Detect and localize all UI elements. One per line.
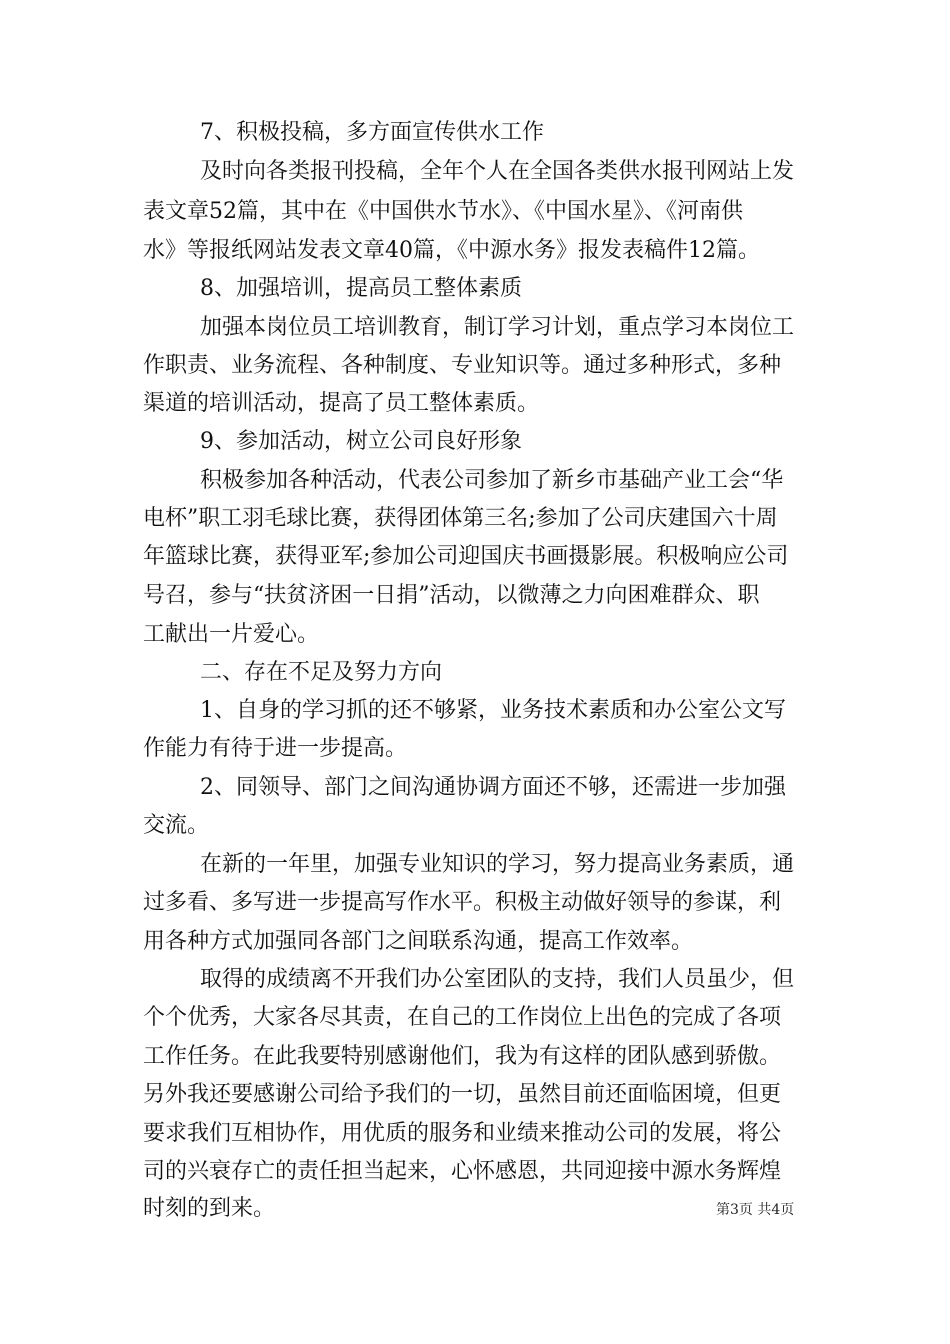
paragraph-line: 要求我们互相协作，用优质的服务和业绩来推动公司的发展，将公 [143,1121,782,1146]
heading-9: 9、参加活动，树立公司良好形象 [200,429,522,454]
paragraph-line: 另外我还要感谢公司给予我们的一切，虽然目前还面临困境，但更 [143,1082,782,1107]
paragraph-line: 取得的成绩离不开我们办公室团队的支持，我们人员虽少，但 [200,967,795,992]
paragraph-line: 时刻的到来。 [143,1196,276,1221]
paragraph-line: 年篮球比赛，获得亚军;参加公司迎国庆书画摄影展。积极响应公司 [143,544,789,569]
paragraph-line: 交流。 [143,813,210,838]
paragraph-line: 作职责、业务流程、各种制度、专业知识等。通过多种形式，多种 [143,353,782,378]
paragraph-line: 工献出一片爱心。 [143,622,320,647]
paragraph-line: 及时向各类报刊投稿，全年个人在全国各类供水报刊网站上发 [200,159,795,184]
page-number-footer: 第3页 共4页 [716,1202,795,1218]
section-heading-2: 二、存在不足及努力方向 [200,660,443,685]
paragraph-line: 作能力有待于进一步提高。 [143,736,408,761]
paragraph-line: 表文章52篇，其中在《中国供水节水》、《中国水星》、《河南供 [143,199,743,224]
paragraph-line: 司的兴衰存亡的责任担当起来，心怀感恩，共同迎接中源水务辉煌 [143,1159,782,1184]
paragraph-line: 水》等报纸网站发表文章40篇，《中源水务》报发表稿件12篇。 [143,238,760,263]
paragraph-line: 个个优秀，大家各尽其责，在自己的工作岗位上出色的完成了各项 [143,1005,782,1030]
paragraph-line: 在新的一年里，加强专业知识的学习，努力提高业务素质，通 [200,852,795,877]
paragraph-line: 工作任务。在此我要特别感谢他们，我为有这样的团队感到骄傲。 [143,1044,782,1069]
paragraph-line: 渠道的培训活动，提高了员工整体素质。 [143,391,540,416]
paragraph-line: 1、自身的学习抓的还不够紧，业务技术素质和办公室公文写 [200,698,786,723]
paragraph-line: 2、同领导、部门之间沟通协调方面还不够，还需进一步加强 [200,775,786,800]
paragraph-line: 过多看、多写进一步提高写作水平。积极主动做好领导的参谋，利 [143,890,782,915]
paragraph-line: 加强本岗位员工培训教育，制订学习计划，重点学习本岗位工 [200,315,795,340]
heading-7: 7、积极投稿，多方面宣传供水工作 [200,120,544,145]
paragraph-line: 用各种方式加强同各部门之间联系沟通，提高工作效率。 [143,929,694,954]
paragraph-line: 电杯”职工羽毛球比赛，获得团体第三名;参加了公司庆建国六十周 [143,506,778,531]
paragraph-line: 积极参加各种活动，代表公司参加了新乡市基础产业工会“华 [200,468,784,493]
heading-8: 8、加强培训，提高员工整体素质 [200,276,522,301]
paragraph-line: 号召，参与“扶贫济困一日捐”活动，以微薄之力向困难群众、职 [143,583,760,608]
